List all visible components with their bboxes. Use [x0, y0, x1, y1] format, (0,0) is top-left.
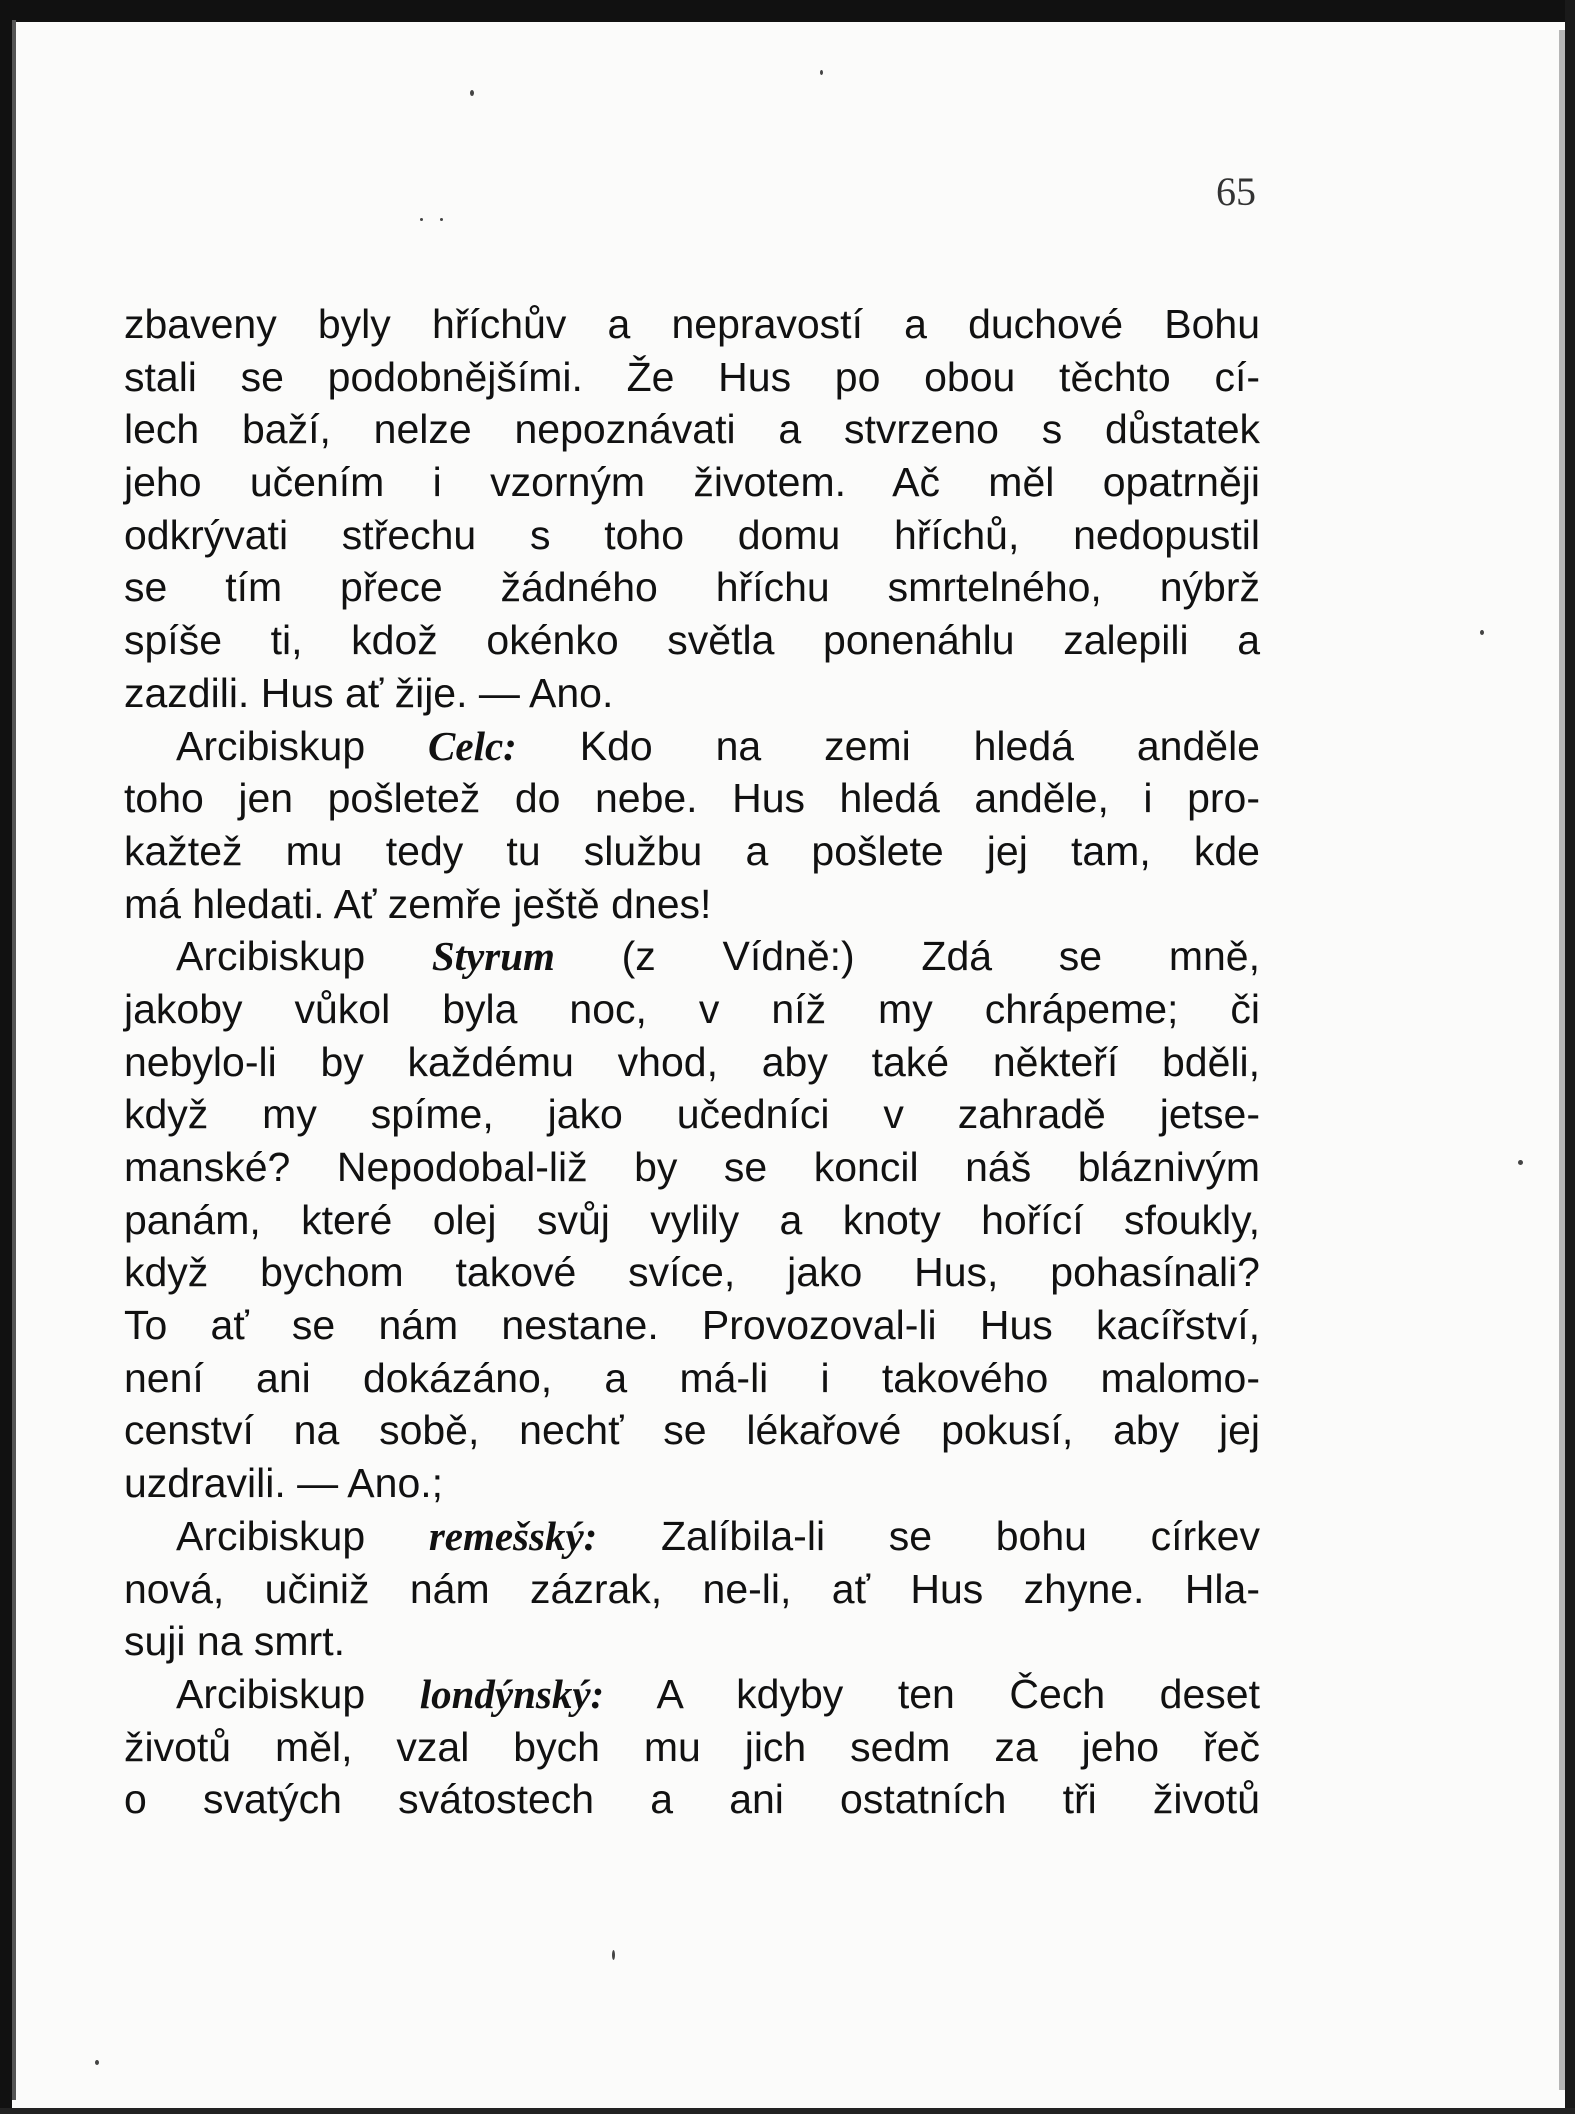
dust-speck [612, 1950, 615, 1960]
paragraph-first-line [124, 1510, 1260, 1563]
dust-speck [820, 70, 823, 75]
scan-edge-bottom [0, 2108, 1575, 2114]
paragraph-first-line [124, 720, 1260, 773]
text-line: lech baží, nelze nepoznávati a stvrzeno s důstatek [124, 406, 1260, 453]
text-line: stali se podobnějšími. Že Hus po obou těchto cí- [124, 353, 1260, 400]
speaker-name: Celc: [428, 722, 517, 769]
speaker-prefix: Arcibiskup [176, 1512, 366, 1559]
scan-edge-left-shadow [12, 20, 16, 2100]
paragraph-first-line [124, 1668, 1260, 1721]
dust-speck [1518, 1160, 1523, 1165]
text-line: odkrývati střechu s toho domu hříchů, nedopustil [124, 511, 1260, 558]
text-line: o svatých svátostech a ani ostatních tři životů [124, 1776, 1260, 1823]
text-line: jakoby vůkol byla noc, v níž my chrápeme; či [124, 985, 1260, 1032]
text-line: když bychom takové svíce, jako Hus, pohasínali? [124, 1249, 1260, 1296]
speaker-name: remešský: [428, 1512, 598, 1559]
text-line: se tím přece žádného hříchu smrtelného, nýbrž [124, 564, 1260, 611]
text-line: životů měl, vzal bych mu jich sedm za jeho řeč [124, 1723, 1260, 1770]
text-fragment: Zalíbila-li se bohu církev [661, 1512, 1260, 1559]
text-fragment: Kdo na zemi hledá anděle [579, 722, 1260, 769]
text-line: spíše ti, kdož okénko světla ponenáhlu zalepili a [124, 617, 1260, 664]
text-line: jeho učením i vzorným životem. Ač měl opatrněji [124, 459, 1260, 506]
page-number: 65 [1216, 169, 1256, 214]
text-line: manské? Nepodobal-liž by se koncil náš bláznivým [124, 1144, 1260, 1190]
dust-speck [1480, 630, 1484, 635]
speaker-prefix: Arcibiskup [176, 722, 366, 769]
text-line: nová, učiniž nám zázrak, ne-li, ať Hus zhyne. Hla- [124, 1565, 1260, 1612]
text-line: zazdili. Hus ať žije. — Ano. [124, 669, 614, 716]
text-line: není ani dokázáno, a má-li i takového malomo- [124, 1354, 1260, 1401]
speaker-prefix: Arcibiskup [176, 1670, 366, 1717]
text-line: cenství na sobě, nechť se lékařové pokusí, aby jej [124, 1407, 1260, 1454]
text-line: má hledati. Ať zemře ještě dnes! [124, 880, 712, 927]
text-line: To ať se nám nestane. Provozoval-li Hus kacířství, [124, 1302, 1260, 1349]
dust-speck [420, 218, 423, 221]
text-line: uzdravili. — Ano.; [124, 1460, 444, 1507]
scan-edge-right [1565, 0, 1575, 2114]
text-line: panám, které olej svůj vylily a knoty hořící sfoukly, [124, 1196, 1260, 1243]
dust-speck [440, 218, 443, 221]
dust-speck [95, 2060, 99, 2065]
speaker-name: Styrum [431, 933, 555, 980]
text-line: toho jen pošletež do nebe. Hus hledá anděle, i pro- [124, 775, 1260, 822]
text-line: zbaveny byly hříchův a nepravostí a duchové Bohu [124, 301, 1260, 347]
speaker-prefix: Arcibiskup [176, 933, 366, 980]
body-text [124, 298, 1260, 1826]
scan-edge-top [0, 0, 1575, 22]
dust-speck [470, 90, 474, 96]
scan-edge-left [0, 0, 12, 2114]
text-line: suji na smrt. [124, 1618, 345, 1665]
text-line: když my spíme, jako učedníci v zahradě jetse- [124, 1091, 1260, 1138]
text-fragment: (z Vídně:) Zdá se mně, [621, 933, 1260, 980]
scan-edge-right-shadow [1559, 30, 1565, 2090]
speaker-name: londýnský: [419, 1670, 605, 1717]
paragraph-first-line [124, 930, 1260, 983]
text-line: nebylo-li by každému vhod, aby také někteří bděli, [124, 1038, 1260, 1085]
text-line: kažtež mu tedy tu službu a pošlete jej tam, kde [124, 827, 1260, 874]
text-fragment: A kdyby ten Čech deset [656, 1670, 1260, 1717]
